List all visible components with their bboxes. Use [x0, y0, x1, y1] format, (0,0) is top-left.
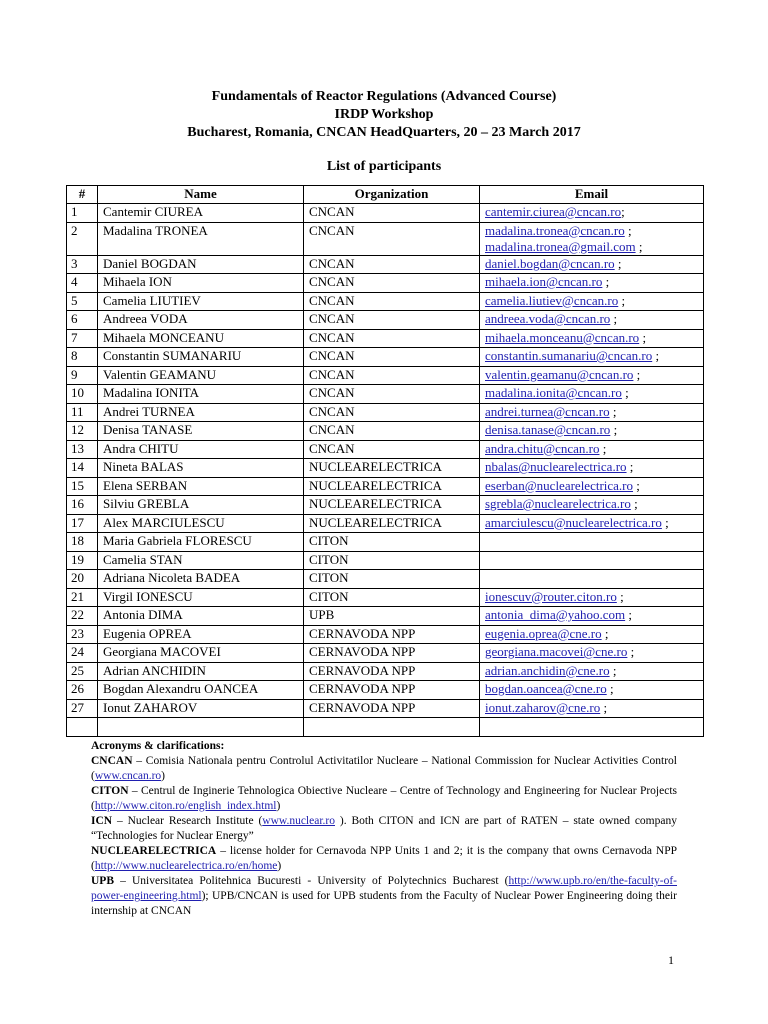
participant-email-cell	[480, 607, 704, 626]
participant-email-cell	[480, 514, 704, 533]
email-link[interactable]: georgiana.macovei@cne.ro	[485, 644, 628, 659]
email-separator: ;	[633, 477, 640, 493]
table-row	[67, 329, 704, 348]
participant-organization: NUCLEARELECTRICA	[304, 477, 480, 496]
participant-email-cell	[480, 718, 704, 737]
table-row	[67, 385, 704, 404]
participant-organization: UPB	[304, 607, 480, 626]
note-citon-text: – Centrul de Inginerie Tehnologica Obiective Nucleare – Centre of Technology and Engineering for Nuclear Projects (	[91, 785, 677, 812]
row-number: 13	[67, 440, 98, 459]
participant-name: Camelia STAN	[98, 551, 304, 570]
participant-name: Georgiana MACOVEI	[98, 644, 304, 663]
participant-organization: CERNAVODA NPP	[304, 662, 480, 681]
email-link[interactable]: madalina.ionita@cncan.ro	[485, 385, 622, 400]
participant-organization: NUCLEARELECTRICA	[304, 514, 480, 533]
participant-name: Silviu GREBLA	[98, 496, 304, 515]
note-upb	[91, 874, 677, 919]
participant-organization: CERNAVODA NPP	[304, 625, 480, 644]
participant-organization: CERNAVODA NPP	[304, 681, 480, 700]
link-upb[interactable]: http://www.upb.ro/en/the-faculty-of-power-engineering.html	[91, 875, 677, 902]
participant-email-cell	[480, 348, 704, 367]
participant-name: Eugenia OPREA	[98, 625, 304, 644]
email-link[interactable]: eugenia.oprea@cne.ro	[485, 625, 602, 641]
list-title: List of participants	[326, 159, 442, 174]
email-link[interactable]: daniel.bogdan@cncan.ro	[485, 255, 615, 271]
participant-name: Adrian ANCHIDIN	[98, 662, 304, 681]
participant-organization: CITON	[304, 533, 480, 552]
note-icn-end: ). Both CITON and ICN are part of RATEN – state owned company “Technologies for Nuclear Energy”	[91, 815, 677, 842]
row-number: 9	[67, 366, 98, 385]
term-cncan: CNCAN	[91, 755, 133, 767]
participant-name: Daniel BOGDAN	[98, 255, 304, 274]
table-row	[67, 204, 704, 223]
table-row	[67, 440, 704, 459]
row-number: 25	[67, 662, 98, 681]
table-row	[67, 366, 704, 385]
participant-email-cell	[480, 459, 704, 478]
participant-organization: CITON	[304, 570, 480, 589]
participant-organization	[304, 718, 480, 737]
participant-organization: CNCAN	[304, 204, 480, 223]
email-separator: ;	[609, 662, 617, 678]
participant-name: Elena SERBAN	[98, 477, 304, 496]
participant-email-cell	[480, 681, 704, 700]
row-number: 11	[67, 403, 98, 422]
participant-name: Alex MARCIULESCU	[98, 514, 304, 533]
email-link[interactable]: denisa.tanase@cncan.ro	[485, 422, 611, 437]
row-number: 14	[67, 459, 98, 478]
link-icn[interactable]: www.nuclear.ro	[262, 815, 335, 827]
email-link[interactable]: ionut.zaharov@cne.ro	[485, 699, 601, 715]
email-link[interactable]: sgrebla@nuclearelectrica.ro	[485, 496, 631, 511]
participant-email-cell	[480, 311, 704, 330]
row-number: 3	[67, 255, 98, 274]
email-link[interactable]: andrei.turnea@cncan.ro	[485, 403, 610, 419]
row-number: 22	[67, 607, 98, 626]
table-row	[67, 514, 704, 533]
participant-organization: CITON	[304, 551, 480, 570]
email-link[interactable]: antonia_dima@yahoo.com	[485, 607, 626, 622]
row-number: 16	[67, 496, 98, 515]
email-link[interactable]: eserban@nuclearelectrica.ro	[485, 477, 634, 493]
row-number: 15	[67, 477, 98, 496]
table-row	[67, 422, 704, 441]
participant-name: Mihaela ION	[98, 274, 304, 293]
email-separator: ;	[652, 348, 660, 363]
participant-organization: CNCAN	[304, 422, 480, 441]
participant-name: Madalina TRONEA	[98, 222, 304, 255]
participant-name: Valentin GEAMANU	[98, 366, 304, 385]
document-header	[0, 88, 768, 142]
email-link[interactable]: madalina.tronea@gmail.com	[485, 238, 636, 254]
participant-email-cell	[480, 496, 704, 515]
email-separator: ;	[599, 440, 607, 456]
participant-organization: NUCLEARELECTRICA	[304, 496, 480, 515]
participant-email-cell	[480, 255, 704, 274]
participant-name: Camelia LIUTIEV	[98, 292, 304, 311]
participant-name: Maria Gabriela FLORESCU	[98, 533, 304, 552]
table-row	[67, 625, 704, 644]
note-icn	[91, 814, 677, 844]
term-citon: CITON	[91, 785, 129, 797]
header-email: Email	[480, 186, 704, 204]
table-header-row	[67, 186, 704, 204]
participant-email-cell	[480, 644, 704, 663]
participant-email-cell	[480, 403, 704, 422]
email-link[interactable]: amarciulescu@nuclearelectrica.ro	[485, 514, 662, 530]
acronyms-heading: Acronyms & clarifications:	[91, 740, 225, 752]
participant-name: Virgil IONESCU	[98, 588, 304, 607]
row-number: 7	[67, 329, 98, 348]
participant-organization: CNCAN	[304, 329, 480, 348]
note-icn-text: – Nuclear Research Institute (	[112, 815, 263, 827]
email-link[interactable]: camelia.liutiev@cncan.ro	[485, 292, 619, 308]
row-number: 20	[67, 570, 98, 589]
email-separator: ;	[609, 403, 617, 419]
row-number: 8	[67, 348, 98, 367]
table-row	[67, 681, 704, 700]
participant-organization: CNCAN	[304, 274, 480, 293]
workshop-title: IRDP Workshop	[334, 107, 434, 122]
participant-organization: CERNAVODA NPP	[304, 644, 480, 663]
note-ne-end: )	[277, 860, 282, 872]
participant-email-cell	[480, 204, 704, 223]
email-link[interactable]: constantin.sumanariu@cncan.ro	[485, 348, 653, 363]
email-link[interactable]: madalina.tronea@cncan.ro	[485, 222, 625, 238]
table-row	[67, 274, 704, 293]
email-separator: ;	[626, 459, 634, 474]
table-row	[67, 222, 704, 255]
table-row	[67, 644, 704, 663]
header-number: #	[67, 186, 98, 204]
table-row	[67, 551, 704, 570]
participant-organization: CNCAN	[304, 403, 480, 422]
term-nuclearelectrica: NUCLEARELECTRICA	[91, 845, 217, 857]
participant-name: Ionut ZAHAROV	[98, 699, 304, 718]
row-number: 24	[67, 644, 98, 663]
participant-organization: CNCAN	[304, 255, 480, 274]
participant-name: Adriana Nicoleta BADEA	[98, 570, 304, 589]
link-cncan[interactable]: www.cncan.ro	[94, 770, 162, 782]
row-number: 12	[67, 422, 98, 441]
email-separator: ;	[616, 588, 624, 604]
participant-email-cell	[480, 551, 704, 570]
row-number: 23	[67, 625, 98, 644]
participant-email-cell	[480, 699, 704, 718]
email-separator: ;	[610, 311, 618, 326]
link-citon[interactable]: http://www.citon.ro/english_index.html	[94, 800, 277, 812]
email-link[interactable]: bogdan.oancea@cne.ro	[485, 681, 607, 696]
table-row	[67, 570, 704, 589]
email-link[interactable]: adrian.anchidin@cne.ro	[485, 662, 610, 678]
participant-name: Andreea VODA	[98, 311, 304, 330]
participant-name: Mihaela MONCEANU	[98, 329, 304, 348]
email-link[interactable]: andra.chitu@cncan.ro	[485, 440, 600, 456]
email-link[interactable]: mihaela.ion@cncan.ro	[485, 274, 603, 289]
table-row	[67, 348, 704, 367]
term-upb: UPB	[91, 875, 114, 887]
table-row	[67, 311, 704, 330]
email-separator: ;	[625, 607, 633, 622]
email-separator: ;	[601, 625, 609, 641]
participant-email-cell	[480, 222, 704, 255]
venue-dates: Bucharest, Romania, CNCAN HeadQuarters, 20 – 23 March 2017	[187, 125, 581, 140]
participant-name: Madalina IONITA	[98, 385, 304, 404]
email-separator: ;	[624, 222, 632, 238]
email-link[interactable]: andreea.voda@cncan.ro	[485, 311, 611, 326]
participant-email-cell	[480, 329, 704, 348]
participant-organization: CNCAN	[304, 292, 480, 311]
row-number: 2	[67, 222, 98, 255]
participants-body	[67, 204, 704, 737]
note-nuclearelectrica	[91, 844, 677, 874]
participant-email-cell	[480, 588, 704, 607]
participant-email-cell	[480, 366, 704, 385]
participant-email-cell	[480, 625, 704, 644]
participant-email-cell	[480, 477, 704, 496]
participant-name: Antonia DIMA	[98, 607, 304, 626]
page-number: 1	[668, 953, 674, 967]
table-row	[67, 292, 704, 311]
table-row	[67, 699, 704, 718]
email-separator: ;	[630, 496, 638, 511]
row-number: 18	[67, 533, 98, 552]
email-separator: ;	[633, 366, 641, 382]
email-separator: ;	[635, 238, 643, 254]
row-number: 4	[67, 274, 98, 293]
email-separator: ;	[621, 385, 629, 400]
note-citon-end: )	[276, 800, 281, 812]
participant-organization: CNCAN	[304, 311, 480, 330]
participant-organization: NUCLEARELECTRICA	[304, 459, 480, 478]
row-number: 27	[67, 699, 98, 718]
participant-name: Andra CHITU	[98, 440, 304, 459]
table-row	[67, 477, 704, 496]
table-row	[67, 718, 704, 737]
header-organization: Organization	[304, 186, 480, 204]
acronyms-section	[91, 739, 677, 919]
row-number: 17	[67, 514, 98, 533]
row-number	[67, 718, 98, 737]
email-link[interactable]: cantemir.ciurea@cncan.ro	[485, 204, 622, 219]
email-separator: ;	[618, 292, 626, 308]
participant-organization: CITON	[304, 588, 480, 607]
note-upb-end: ); UPB/CNCAN is used for UPB students from the Faculty of Nuclear Power Engineering doing their internship at CNCAN	[91, 890, 677, 917]
table-row	[67, 255, 704, 274]
email-separator: ;	[606, 681, 614, 696]
table-row	[67, 496, 704, 515]
email-separator: ;	[621, 204, 625, 219]
email-link[interactable]: nbalas@nuclearelectrica.ro	[485, 459, 627, 474]
row-number: 1	[67, 204, 98, 223]
participant-email-cell	[480, 422, 704, 441]
term-icn: ICN	[91, 815, 113, 827]
row-number: 10	[67, 385, 98, 404]
email-link[interactable]: mihaela.monceanu@cncan.ro	[485, 329, 640, 345]
email-separator: ;	[639, 329, 647, 345]
participant-email-cell	[480, 292, 704, 311]
participant-name: Andrei TURNEA	[98, 403, 304, 422]
participant-email-cell	[480, 570, 704, 589]
row-number: 6	[67, 311, 98, 330]
participant-name: Nineta BALAS	[98, 459, 304, 478]
course-title: Fundamentals of Reactor Regulations (Advanced Course)	[211, 89, 557, 104]
participant-email-cell	[480, 662, 704, 681]
participants-table	[66, 185, 704, 737]
note-upb-text: – Universitatea Politehnica Bucuresti - University of Polytechnics Bucharest (	[114, 875, 509, 887]
row-number: 5	[67, 292, 98, 311]
participant-organization: CNCAN	[304, 440, 480, 459]
participant-name: Cantemir CIUREA	[98, 204, 304, 223]
table-row	[67, 588, 704, 607]
note-ne-text: – license holder for Cernavoda NPP Units 1 and 2; it is the company that owns Cernavoda NPP (	[91, 845, 677, 872]
participant-organization: CNCAN	[304, 222, 480, 255]
note-cncan-text: – Comisia Nationala pentru Controlul Activitatilor Nucleare – National Commission for Nuclear Activities Control (	[91, 755, 677, 782]
email-link[interactable]: ionescuv@router.citon.ro	[485, 588, 617, 604]
header-name: Name	[98, 186, 304, 204]
participant-email-cell	[480, 440, 704, 459]
row-number: 26	[67, 681, 98, 700]
participant-name: Denisa TANASE	[98, 422, 304, 441]
email-separator: ;	[627, 644, 635, 659]
participant-organization: CNCAN	[304, 366, 480, 385]
email-link[interactable]: valentin.geamanu@cncan.ro	[485, 366, 634, 382]
email-separator: ;	[600, 699, 608, 715]
row-number: 19	[67, 551, 98, 570]
row-number: 21	[67, 588, 98, 607]
participant-email-cell	[480, 533, 704, 552]
participant-name	[98, 718, 304, 737]
link-nuclearelectrica[interactable]: http://www.nuclearelectrica.ro/en/home	[94, 860, 278, 872]
participant-organization: CERNAVODA NPP	[304, 699, 480, 718]
table-row	[67, 533, 704, 552]
email-separator: ;	[602, 274, 610, 289]
participant-organization: CNCAN	[304, 348, 480, 367]
participant-email-cell	[480, 274, 704, 293]
participant-email-cell	[480, 385, 704, 404]
table-row	[67, 607, 704, 626]
note-citon	[91, 784, 677, 814]
table-row	[67, 403, 704, 422]
note-cncan-end: )	[161, 770, 165, 782]
email-separator: ;	[614, 255, 622, 271]
table-row	[67, 662, 704, 681]
email-separator: ;	[661, 514, 669, 530]
participant-organization: CNCAN	[304, 385, 480, 404]
table-row	[67, 459, 704, 478]
email-separator: ;	[610, 422, 618, 437]
participant-name: Bogdan Alexandru OANCEA	[98, 681, 304, 700]
participant-name: Constantin SUMANARIU	[98, 348, 304, 367]
note-cncan	[91, 754, 677, 784]
